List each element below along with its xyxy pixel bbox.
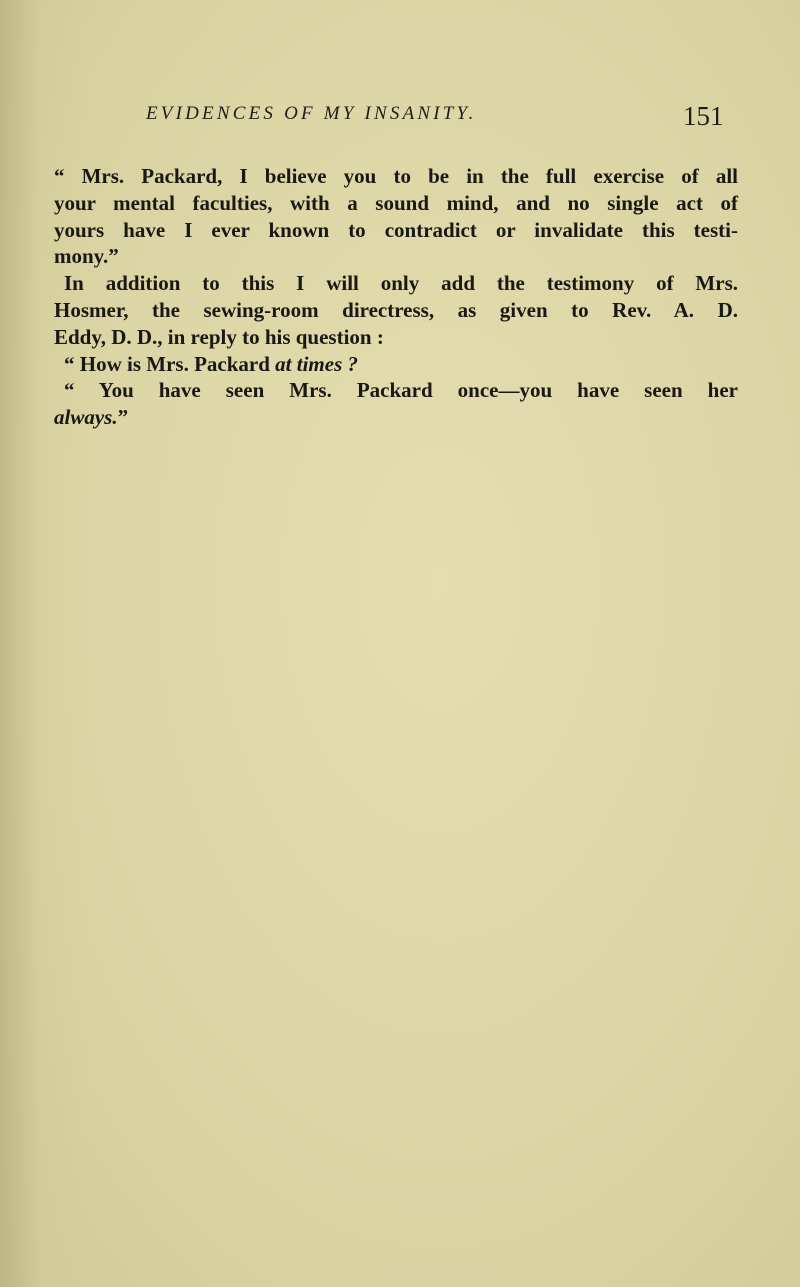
body-text: [54, 163, 738, 431]
italic-phrase: at times ?: [275, 351, 358, 376]
page-number: 151: [683, 101, 724, 131]
text-line: In addition to this I will only add the testimony of Mrs.: [64, 271, 738, 296]
italic-word: always.: [54, 405, 118, 430]
text-line: your mental faculties, with a sound mind, and no single act of: [54, 190, 738, 215]
quote-lead: “ How is Mrs. Packard: [64, 351, 276, 376]
running-head: EVIDENCES OF MY INSANITY.: [146, 103, 477, 124]
text-line: “ Mrs. Packard, I believe you to be in the full exercise of all: [54, 164, 738, 188]
text-line: yours have I ever known to contradict or invalidate this testi-: [54, 217, 738, 242]
text-line: Eddy, D. D., in reply to his question :: [54, 324, 384, 349]
text-line: Hosmer, the sewing-room directress, as given to Rev. A. D.: [54, 297, 738, 322]
closing-quote: ”: [117, 405, 129, 430]
text-line: [54, 351, 738, 378]
text-line: mony.”: [54, 244, 119, 269]
text-line: “ You have seen Mrs. Packard once—you have seen her: [64, 378, 738, 403]
text-line: [54, 404, 738, 431]
